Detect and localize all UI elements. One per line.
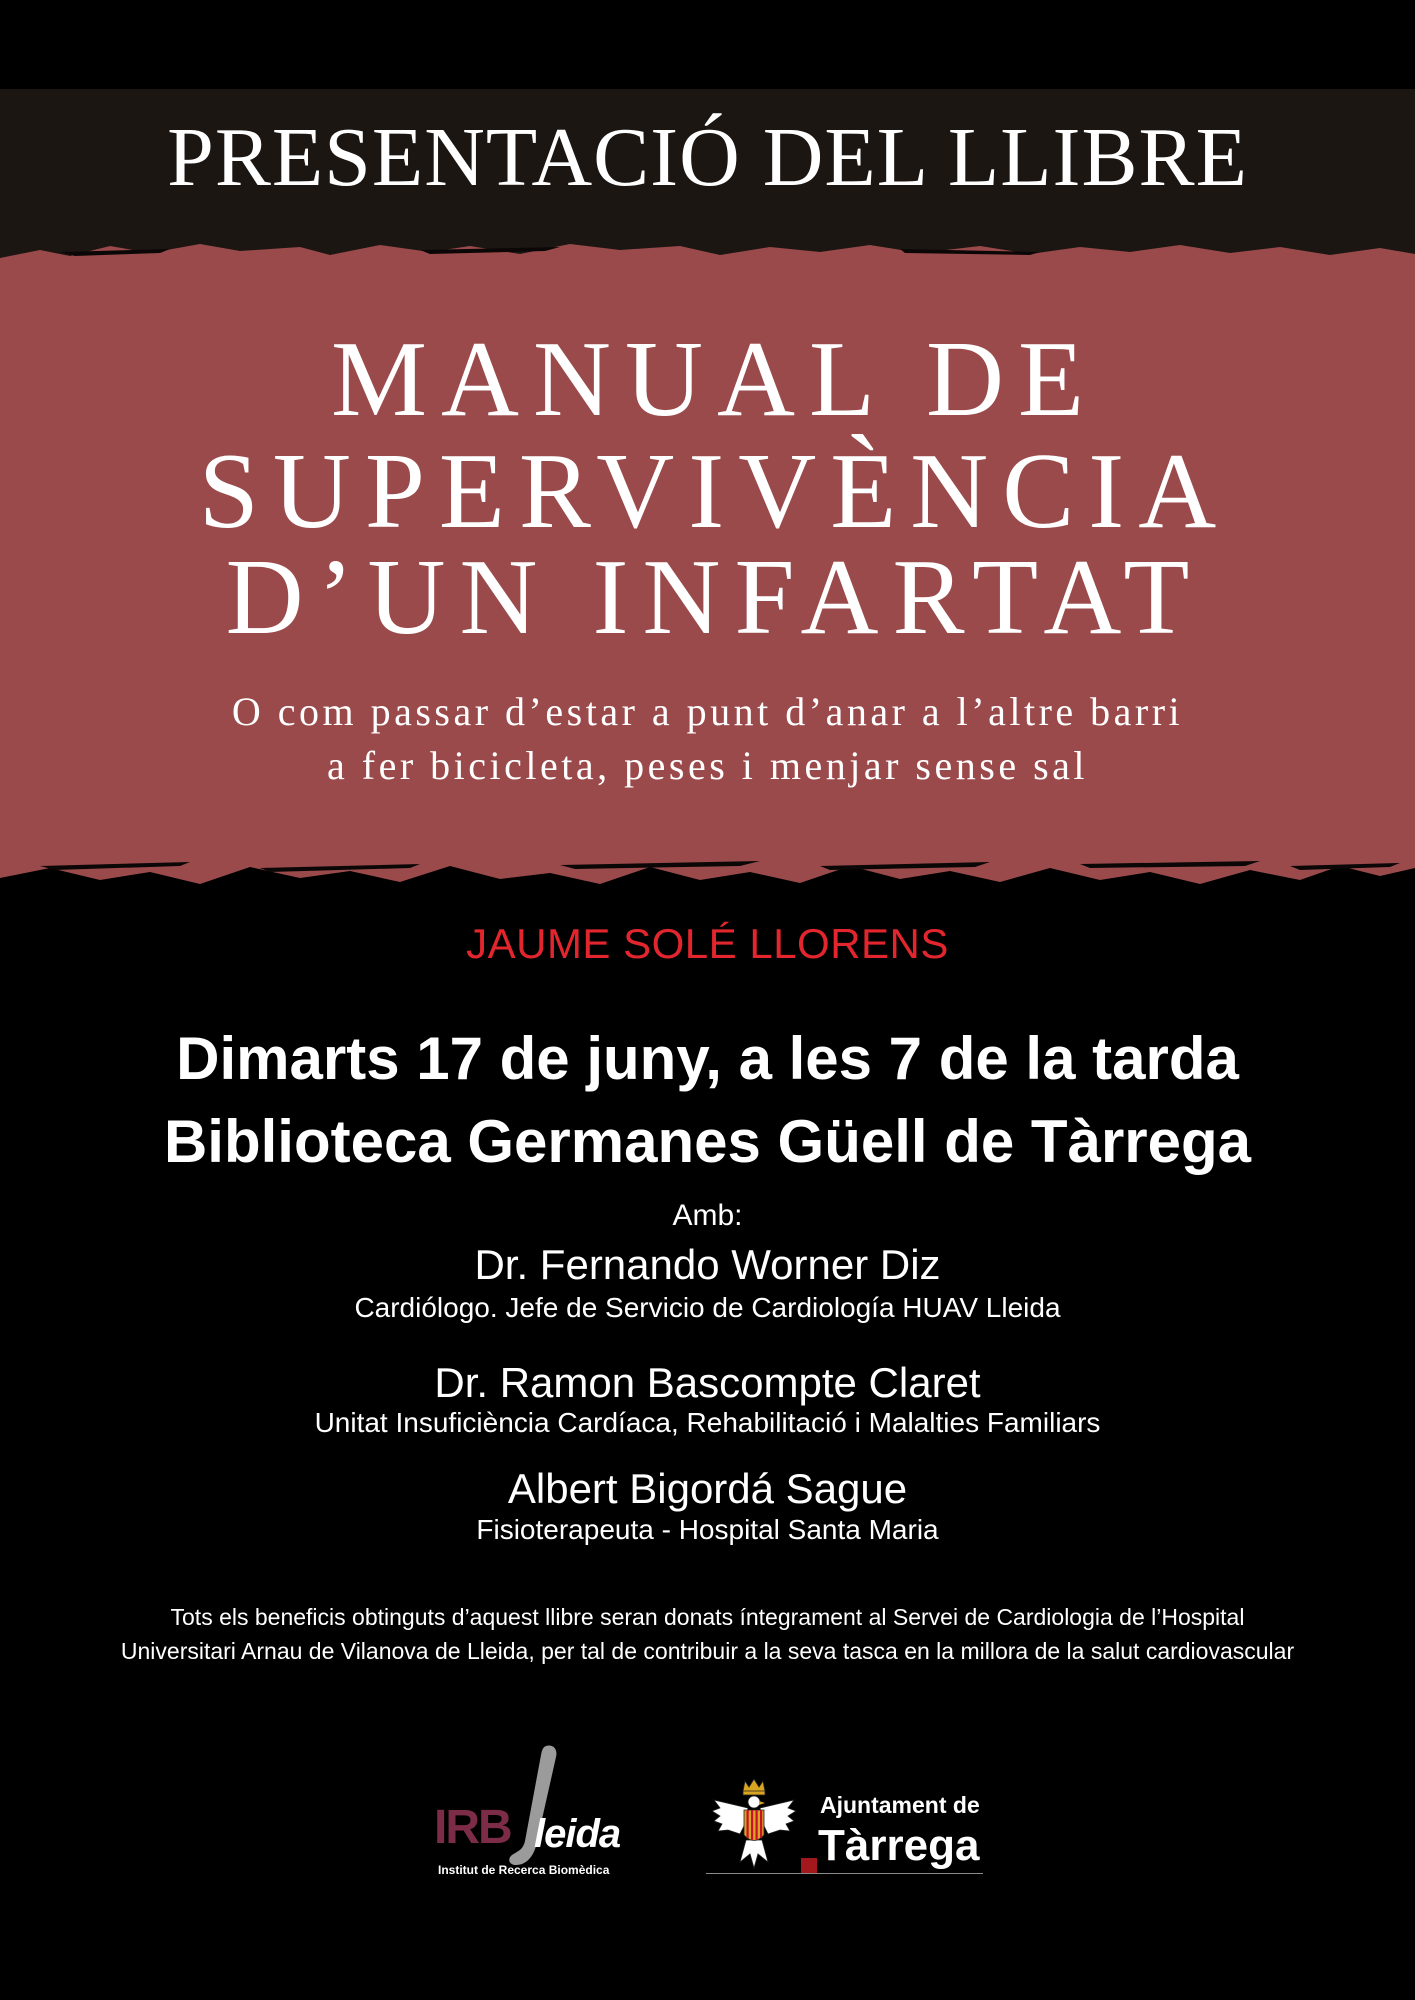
logo-red-square (801, 1858, 817, 1874)
speaker-name: Dr. Ramon Bascompte Claret (434, 1359, 981, 1406)
speaker-name: Albert Bigordá Sague (507, 1465, 908, 1512)
book-subtitle-line: O com passar d’estar a punt d’anar a l’altre barri (231, 689, 1184, 734)
book-title-line: SUPERVIVÈNCIA (198, 432, 1231, 551)
presentation-heading: PRESENTACIÓ DEL LLIBRE (167, 111, 1248, 204)
irb-wordmark: leida (534, 1812, 621, 1856)
event-venue: Biblioteca Germanes Güell de Tàrrega (163, 1108, 1252, 1175)
irb-lleida-logo (430, 1740, 630, 1880)
book-title-line: D’UN INFARTAT (225, 538, 1204, 657)
book-title-line: MANUAL DE (331, 320, 1098, 439)
ajuntament-label: Ajuntament de (820, 1792, 980, 1818)
donation-note-line: Universitari Arnau de Vilanova de Lleida, per tal de contribuir a la seva tasca en la millora de la salut cardiovascular (120, 1638, 1295, 1664)
event-date-time: Dimarts 17 de juny, a les 7 de la tarda (176, 1025, 1239, 1092)
ajuntament-tarrega-logo (706, 1774, 988, 1878)
speaker-role: Unitat Insuficiència Cardíaca, Rehabilitació i Malalties Familiars (314, 1407, 1101, 1438)
coat-of-arms-icon (710, 1778, 798, 1870)
speaker-name: Dr. Fernando Worner Diz (474, 1241, 941, 1288)
speakers-intro: Amb: (672, 1199, 743, 1232)
book-subtitle-line: a fer bicicleta, peses i menjar sense sal (327, 743, 1088, 788)
irb-acronym: IRB (434, 1801, 511, 1854)
logo-underline (706, 1873, 983, 1874)
author-name: JAUME SOLÉ LLORENS (466, 920, 949, 967)
irb-full-name: Institut de Recerca Biomèdica (438, 1863, 610, 1877)
donation-note-line: Tots els beneficis obtinguts d’aquest llibre seran donats íntegrament al Servei de Cardiologia de l’Hospital (170, 1604, 1245, 1630)
tarrega-label: Tàrrega (818, 1821, 980, 1870)
speaker-role: Cardiólogo. Jefe de Servicio de Cardiología HUAV Lleida (354, 1292, 1061, 1323)
speaker-role: Fisioterapeuta - Hospital Santa Maria (476, 1514, 939, 1545)
